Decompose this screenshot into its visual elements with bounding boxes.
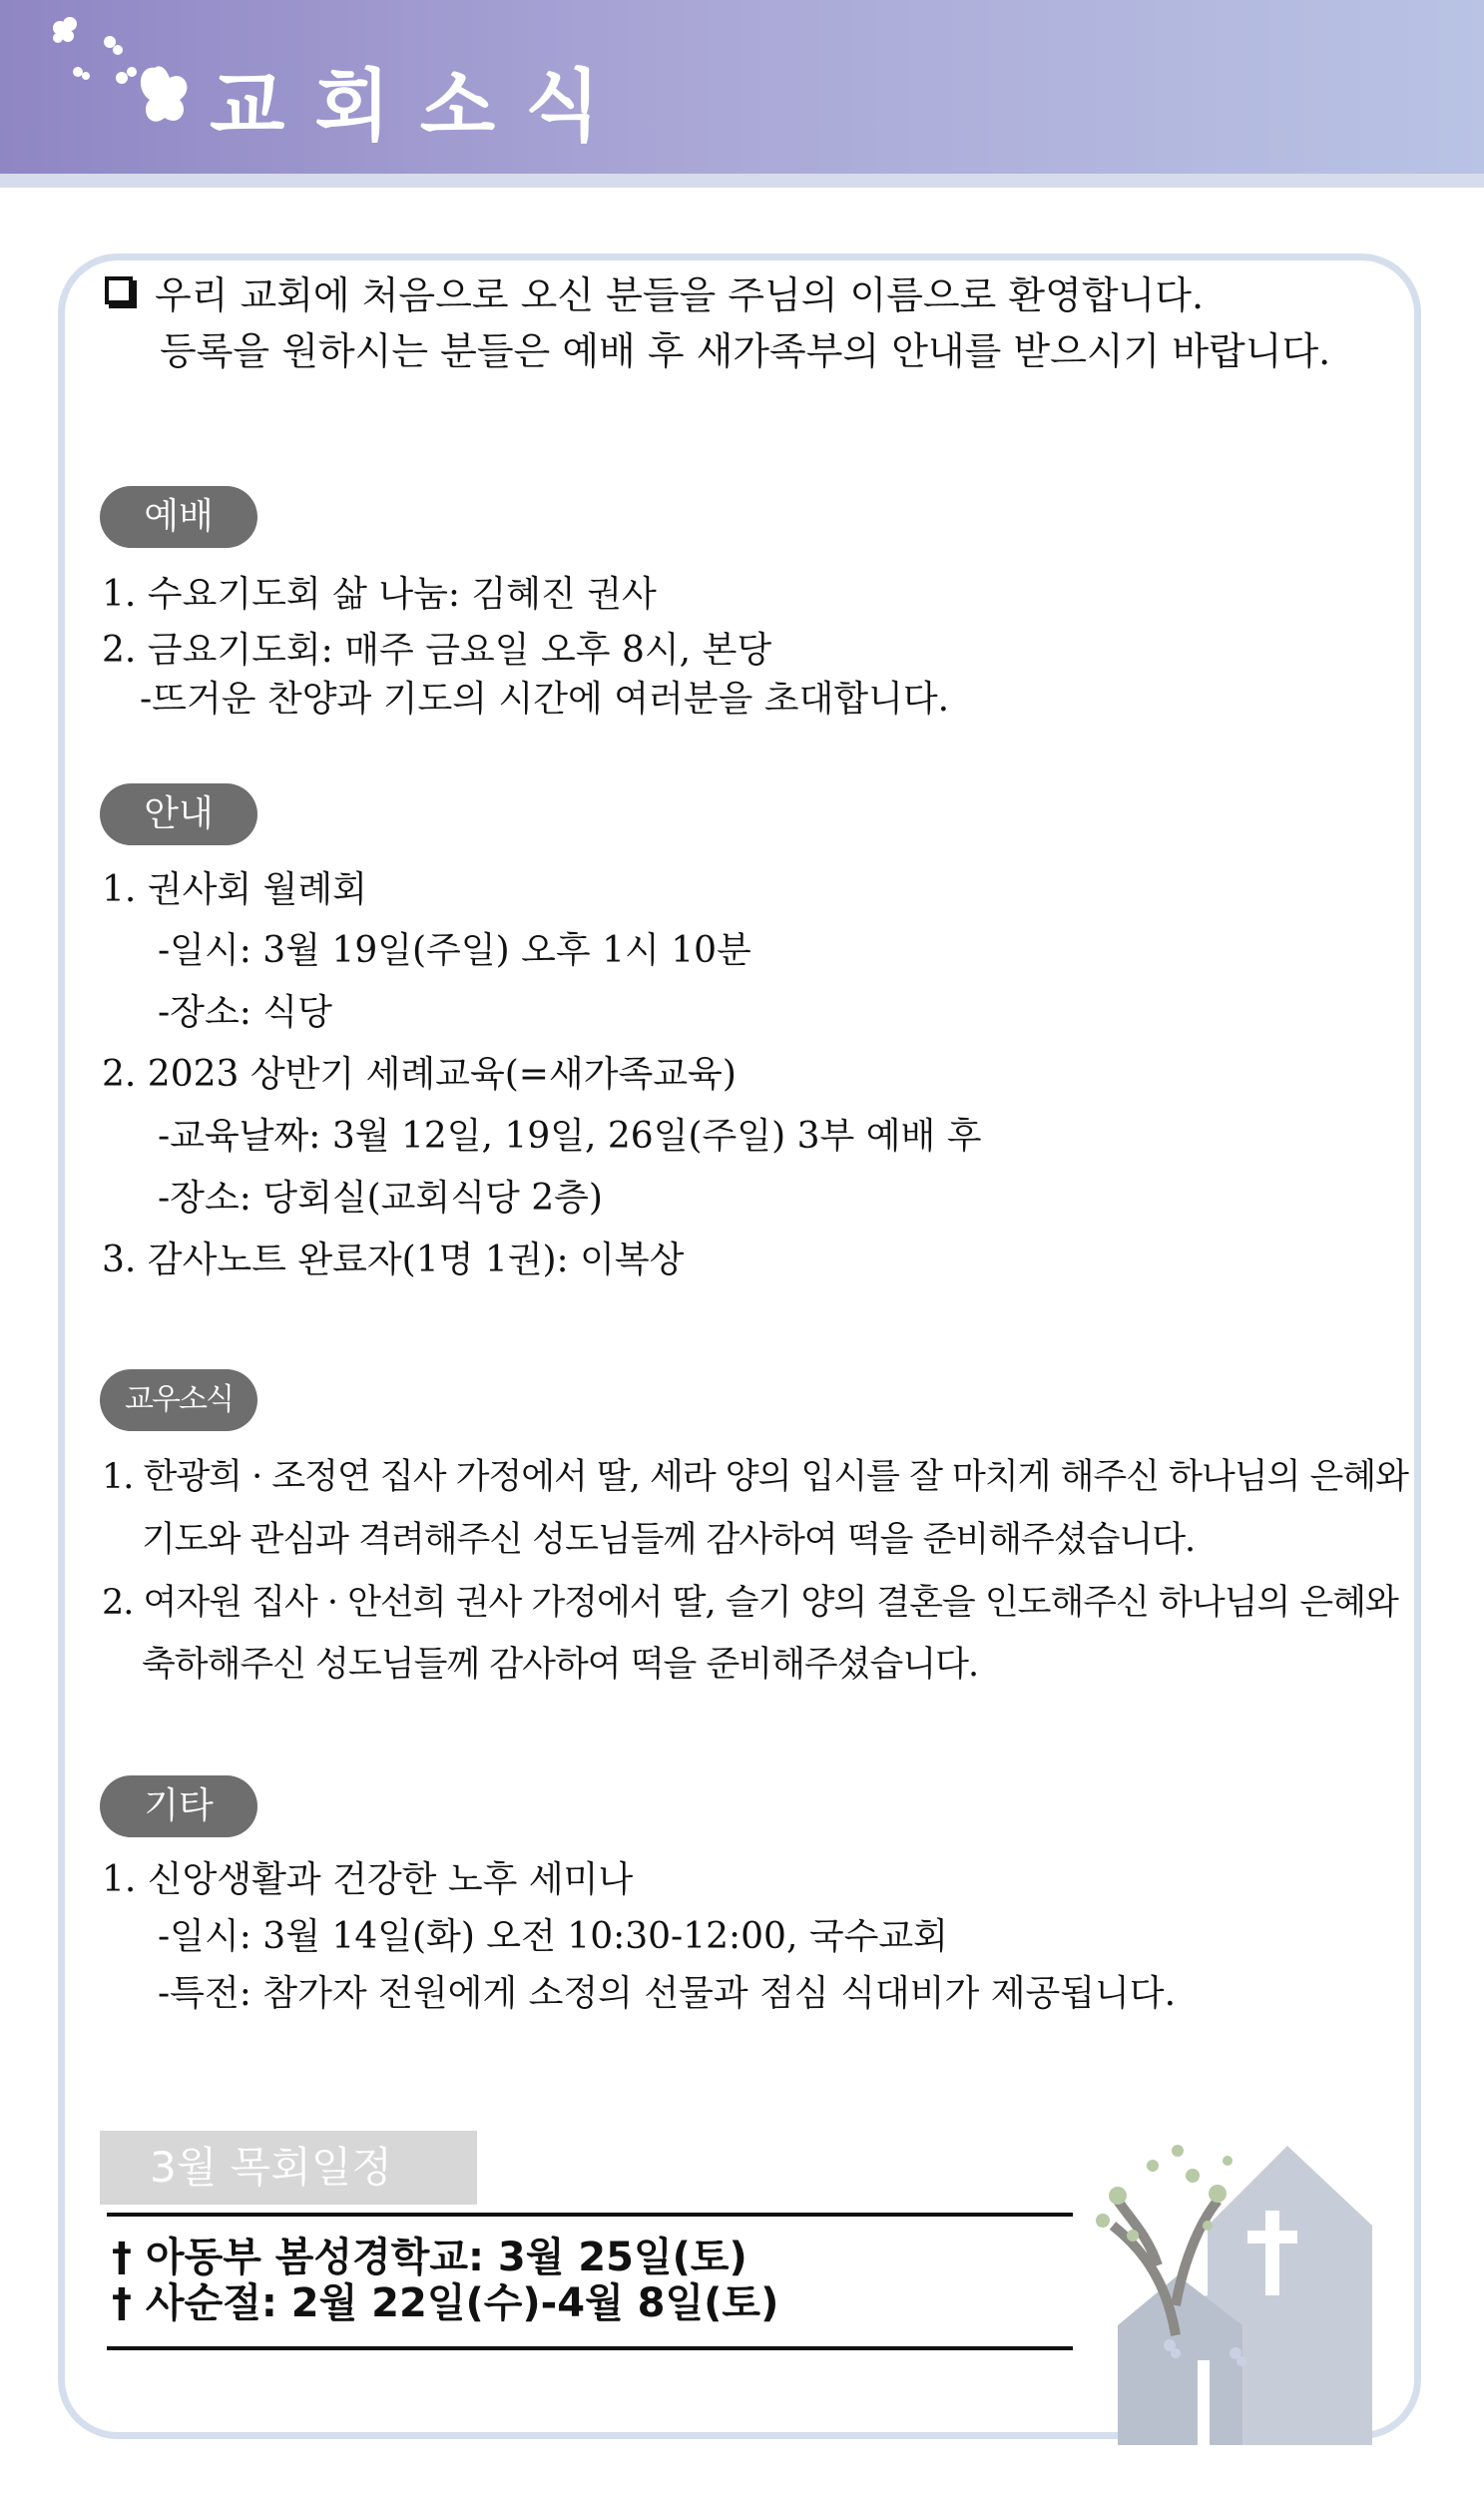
page-title: 교회소식 <box>210 62 631 152</box>
etc-item-1: 1. 신앙생활과 건강한 노후 세미나 <box>102 1859 634 1900</box>
guide-item-2-place: -장소: 당회실(교회식당 2층) <box>158 1178 603 1219</box>
welcome-line-2: 등록을 원하시는 분들은 예배 후 새가족부의 안내를 받으시기 바랍니다. <box>160 329 1331 373</box>
members-item-2-line-1: 2. 여자원 집사 · 안선희 권사 가정에서 딸, 슬기 양의 결혼을 인도해주신 하나님의 은혜와 <box>102 1583 1398 1623</box>
guide-item-1: 1. 권사회 월례회 <box>102 869 367 910</box>
schedule-label: 3월 목회일정 <box>100 2131 477 2205</box>
section-label-etc: 기타 <box>100 1775 257 1837</box>
members-item-1-line-2: 기도와 관심과 격려해주신 성도님들께 감사하여 떡을 준비해주셨습니다. <box>142 1520 1196 1560</box>
header-underline <box>0 174 1484 188</box>
flower-decoration-icon <box>40 10 210 140</box>
members-item-1-line-1: 1. 한광희 · 조정연 집사 가정에서 딸, 세라 양의 입시를 잘 마치게 해주신 하나님의 은혜와 <box>102 1457 1408 1497</box>
checkbox-square-icon <box>105 276 133 304</box>
guide-item-1-place: -장소: 식당 <box>158 992 332 1033</box>
schedule-item-1: † 아동부 봄성경학교: 3월 25일(토) <box>112 2235 747 2280</box>
welcome-message <box>105 267 1330 379</box>
guide-item-2-dates: -교육날짜: 3월 12일, 19일, 26일(주일) 3부 예배 후 <box>158 1116 982 1157</box>
guide-item-3: 3. 감사노트 완료자(1명 1권): 이복상 <box>102 1240 685 1280</box>
members-item-2-line-2: 축하해주신 성도님들께 감사하여 떡을 준비해주셨습니다. <box>142 1645 979 1685</box>
schedule-bottom-rule <box>107 2346 1073 2350</box>
section-label-worship: 예배 <box>100 486 257 548</box>
section-label-guide: 안내 <box>100 783 257 845</box>
section-label-members: 교우소식 <box>100 1369 257 1431</box>
worship-item-2: 2. 금요기도회: 매주 금요일 오후 8시, 본당 <box>102 630 772 671</box>
guide-item-1-time: -일시: 3월 19일(주일) 오후 1시 10분 <box>158 930 751 971</box>
church-tree-illustration-icon <box>1058 2106 1397 2445</box>
etc-item-1-time: -일시: 3월 14일(화) 오전 10:30-12:00, 국수교회 <box>158 1916 948 1957</box>
schedule-top-rule <box>107 2213 1073 2217</box>
welcome-line-1: 우리 교회에 처음으로 오신 분들을 주님의 이름으로 환영합니다. <box>155 273 1205 317</box>
schedule-item-2: † 사순절: 2월 22일(수)-4월 8일(토) <box>112 2280 779 2326</box>
worship-note: -뜨거운 찬양과 기도의 시간에 여러분을 초대합니다. <box>140 679 950 720</box>
etc-item-1-benefit: -특전: 참가자 전원에게 소정의 선물과 점심 식대비가 제공됩니다. <box>158 1973 1177 2014</box>
guide-item-2: 2. 2023 상반기 세례교육(=새가족교육) <box>102 1054 737 1095</box>
worship-item-1: 1. 수요기도회 삶 나눔: 김혜진 권사 <box>102 574 657 615</box>
